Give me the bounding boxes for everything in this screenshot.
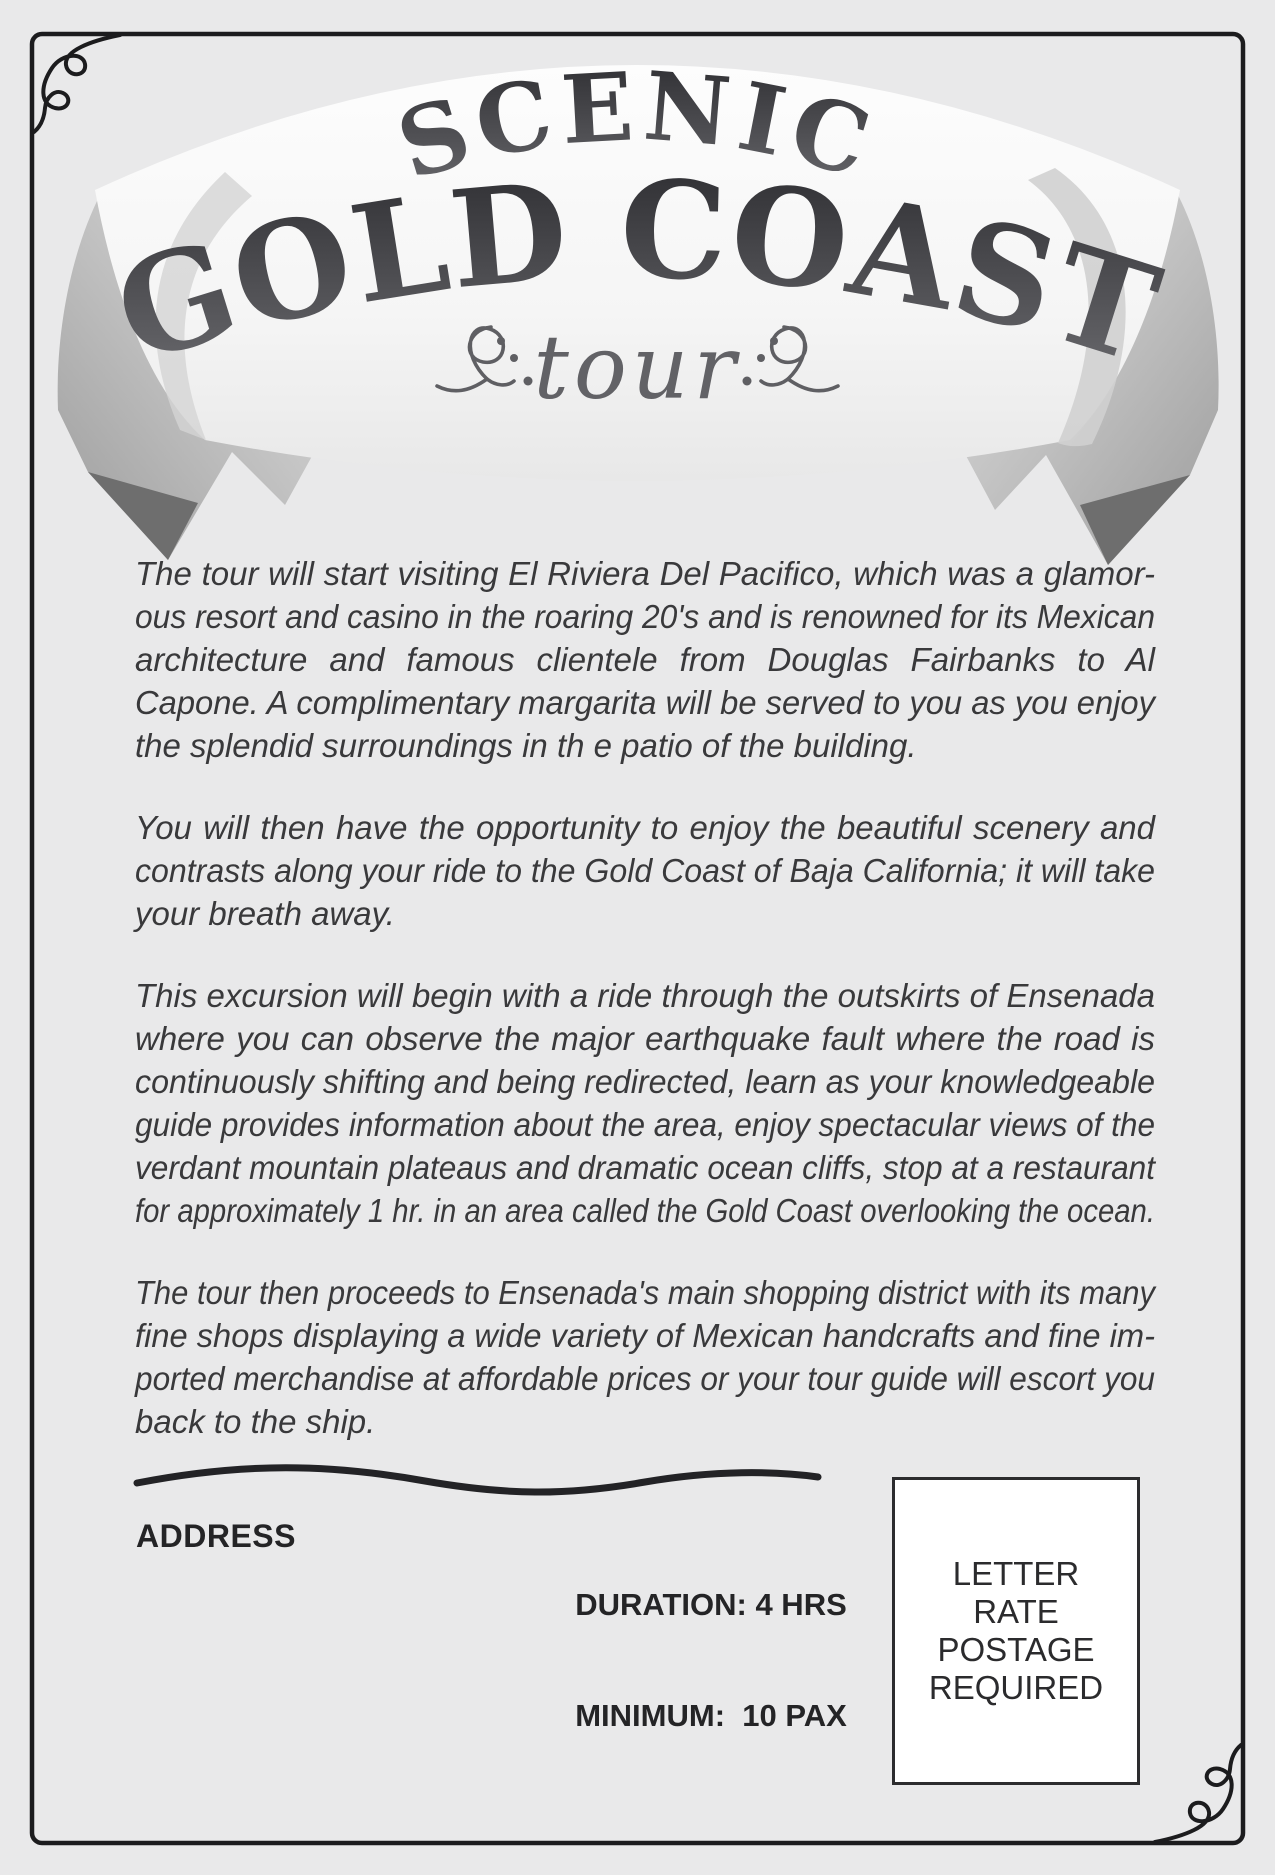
paragraph-line: the splendid surroundings in th e patio of the building.	[135, 727, 917, 764]
minimum-line: MINIMUM: 10 PAX	[575, 1698, 847, 1733]
paragraph-line: back to the ship.	[135, 1403, 376, 1440]
corner-flourish-bottom-right	[1155, 1745, 1241, 1842]
duration-info	[557, 1512, 865, 1808]
paragraph-line: You will then have the opportunity to enjoy the beautiful scenery and	[135, 809, 1155, 846]
paragraph-line: The tour will start visiting El Riviera Del Pacifico, which was a glamor-	[135, 555, 1155, 592]
postage-box-text	[929, 1555, 1103, 1707]
duration-line: DURATION: 4 HRS	[575, 1587, 847, 1622]
paragraph-line: for approximately 1 hr. in an area called the Gold Coast overlooking the ocean.	[135, 1192, 1155, 1229]
banner-subtitle-tour: tour	[533, 316, 741, 419]
paragraph	[135, 552, 1155, 767]
address-label: ADDRESS	[136, 1518, 296, 1554]
paragraph-line: continuously shifting and being redirected, learn as your knowledgeable	[135, 1063, 1155, 1100]
postage-box-line: REQUIRED	[928, 1669, 1104, 1706]
postage-box-line: RATE	[973, 1593, 1059, 1630]
paragraph-line: The tour then proceeds to Ensenada's main shopping district with its many	[135, 1274, 1155, 1311]
paragraph-line: where you can observe the major earthquake fault where the road is	[135, 1020, 1155, 1057]
paragraph-line: fine shops displaying a wide variety of Mexican handcrafts and fine im-	[135, 1317, 1155, 1354]
banner-title-line2: GOLD COAST	[98, 150, 1177, 394]
paragraph-line: Capone. A complimentary margarita will be served to you as you enjoy	[135, 684, 1155, 721]
postage-box-line: POSTAGE	[937, 1631, 1095, 1668]
postage-box	[892, 1477, 1140, 1785]
paragraph	[135, 974, 1155, 1232]
paragraph-line: contrasts along your ride to the Gold Coast of Baja California; it will take	[135, 852, 1155, 889]
banner-title-line1: SCENIC	[385, 51, 888, 202]
paragraph	[135, 806, 1155, 935]
postage-box-line: LETTER	[952, 1555, 1080, 1592]
section-divider	[137, 1468, 818, 1492]
paragraph-line: architecture and famous clientele from Douglas Fairbanks to Al	[135, 641, 1155, 678]
banner-ribbon	[0, 0, 1275, 640]
paragraph	[135, 1271, 1155, 1443]
paragraph-line: ous resort and casino in the roaring 20's and is renowned for its Mexican	[135, 598, 1155, 635]
tour-description	[135, 552, 1155, 1443]
paragraph-line: verdant mountain plateaus and dramatic ocean cliffs, stop at a restaurant	[135, 1149, 1155, 1186]
paragraph-line: your breath away.	[135, 895, 395, 932]
paragraph-line: ported merchandise at affordable prices or your tour guide will escort you	[135, 1360, 1155, 1397]
paragraph-line: This excursion will begin with a ride through the outskirts of Ensenada	[135, 977, 1155, 1014]
paragraph-line: guide provides information about the area, enjoy spectacular views of the	[135, 1106, 1155, 1143]
